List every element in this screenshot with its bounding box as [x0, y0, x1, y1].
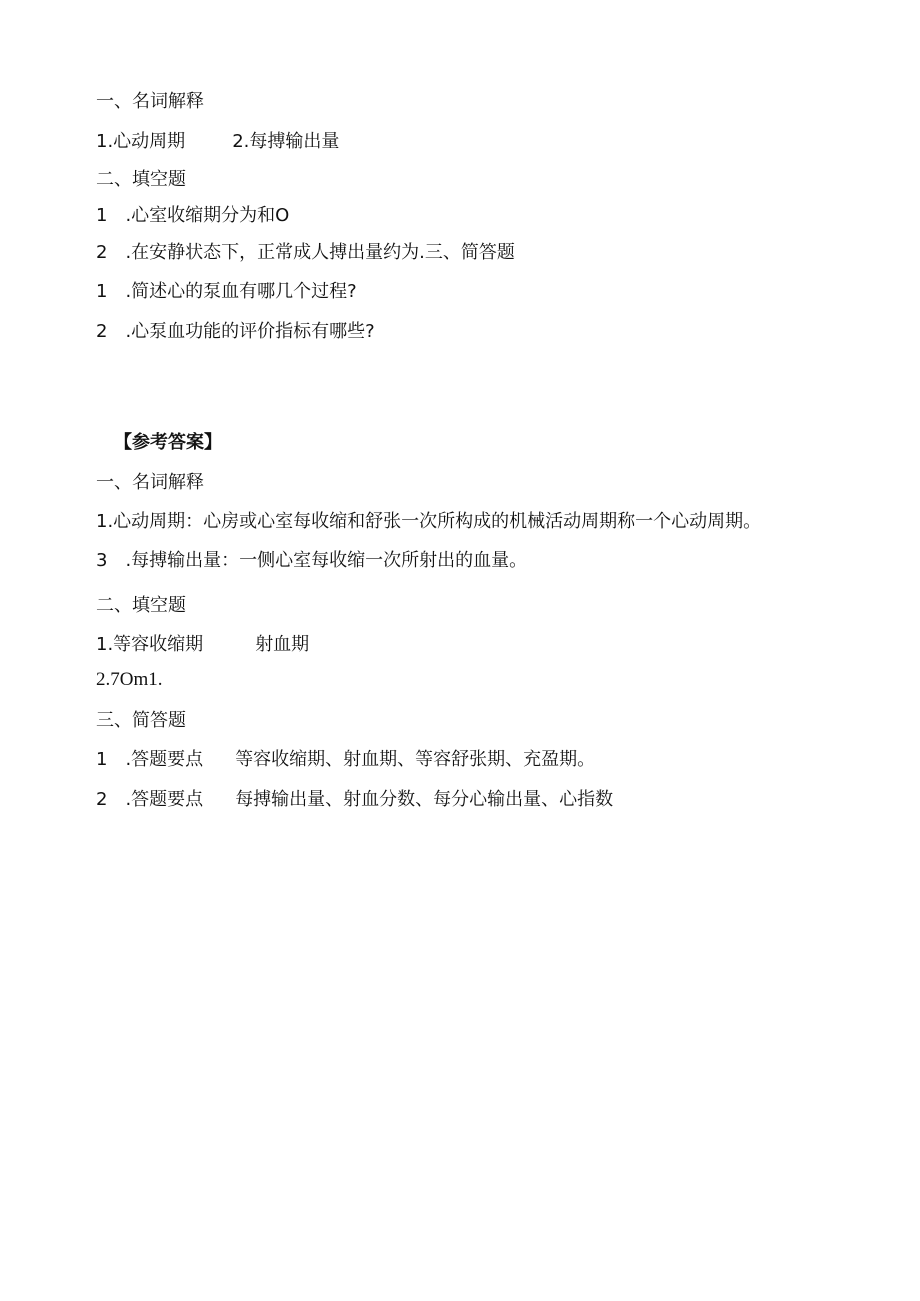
heading-text: 一、名词解释: [96, 472, 204, 493]
item-text: .简述心的泵血有哪几个过程?: [125, 281, 357, 302]
term-item: 2.每搏输出量: [232, 131, 340, 152]
item-number: 2: [96, 789, 108, 810]
heading-text: 二、填空题: [96, 595, 186, 616]
item-label: .答题要点: [125, 789, 204, 810]
answer-definition-1: [96, 510, 761, 534]
answer-text: 每搏输出量、射血分数、每分心输出量、心指数: [235, 789, 614, 810]
answer-fill-1: [96, 633, 309, 657]
answer-short-2: [96, 788, 613, 812]
short-question-1: [96, 280, 357, 304]
terms-row: [96, 130, 339, 154]
heading-text: 三、简答题: [96, 710, 186, 731]
item-number: 1: [96, 205, 108, 226]
answer-heading-terms: [96, 471, 204, 495]
answers-title: [114, 431, 222, 455]
definition-text: .每搏输出量：一侧心室每收缩一次所射出的血量。: [125, 550, 528, 571]
fill-question-2: [96, 241, 515, 265]
answer-item: 2.7Om1.: [96, 669, 163, 690]
answer-definition-2: [96, 549, 527, 573]
item-text: .心室收缩期分为和O: [125, 205, 290, 226]
term-item: 1.心动周期: [96, 131, 186, 152]
answer-heading-short: [96, 709, 186, 733]
answer-item: 1.等容收缩期: [96, 634, 204, 655]
definition-text: 1.心动周期：心房或心室每收缩和舒张一次所构成的机械活动周期称一个心动周期。: [96, 511, 762, 532]
answer-fill-2: [96, 668, 163, 692]
answer-item: 射血期: [255, 634, 310, 655]
heading-text: 二、填空题: [96, 169, 186, 190]
item-text: .在安静状态下，正常成人搏出量约为.三、简答题: [125, 242, 515, 263]
item-label: .答题要点: [125, 749, 204, 770]
title-text: 【参考答案】: [114, 432, 222, 453]
fill-question-1: [96, 204, 289, 228]
item-text: .心泵血功能的评价指标有哪些?: [125, 321, 375, 342]
answer-heading-fill: [96, 594, 186, 618]
heading-text: 一、名词解释: [96, 91, 204, 112]
answer-text: 等容收缩期、射血期、等容舒张期、充盈期。: [235, 749, 596, 770]
item-number: 1: [96, 281, 108, 302]
short-question-2: [96, 320, 375, 344]
answer-short-1: [96, 748, 595, 772]
item-number: 1: [96, 749, 108, 770]
item-number: 2: [96, 321, 108, 342]
section-heading-fill: [96, 168, 186, 192]
item-number: 2: [96, 242, 108, 263]
item-number: 3: [96, 550, 108, 571]
section-heading-terms: [96, 90, 204, 114]
